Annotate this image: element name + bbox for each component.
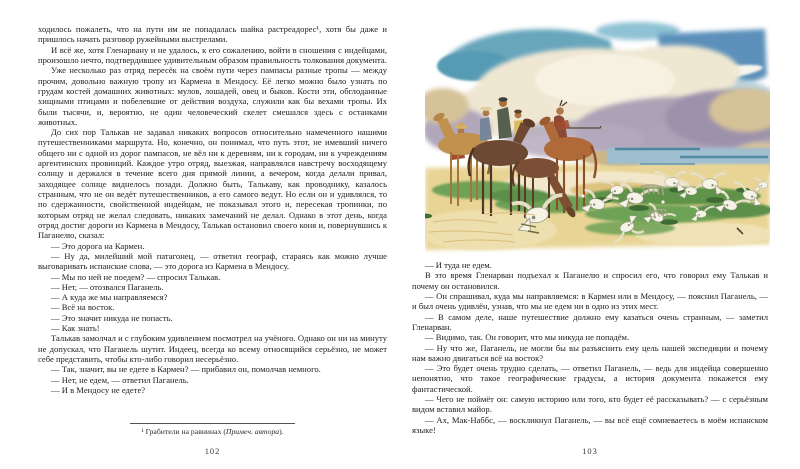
dialogue-line: — Нет, не едем, — ответил Паганель.	[51, 374, 189, 385]
page-right	[412, 0, 768, 469]
dialogue-line: — Это дорога на Кармен.	[51, 240, 145, 251]
dialogue-line: — Он спрашивал, куда мы направляемся: в Кармен или в Мендосу, — пояснил Паганель, — и был очень удивлён, узнав, что мы не едем ни в одно из этих мест.	[412, 290, 768, 312]
footnote-text: ¹ Грабители на равнинах (	[141, 427, 226, 436]
dialogue-line: — В самом деле, наше путешествие должно ему казаться очень странным, — заметил Гленарван.	[412, 311, 768, 332]
paragraph: Уже несколько раз отряд пересёк на своём пути через пампасы разные тропы — между прочим, довольно важную тропу из Кармена в Мендосу. Её легко можно было узнать по грудам костей домашних животных: мулов, лошадей, овец и быков. Кости эти, обглоданные хищными птицами и побелевшие от действия воздуха, служили как бы вехами тропы. Их были тысячи, и, вероятно, не один человеческий скелет смешался здесь с останками животных.	[38, 65, 387, 127]
dialogue-line: — Ну что же, Паганель, не могли бы вы разъяснить ему цель нашей экспедиции и почему нам важно двигаться всё на восток?	[412, 342, 768, 363]
dialogue-line: — Нет, — отозвался Паганель.	[51, 281, 164, 292]
dialogue-line: — Чего не поймёт он: самую историю или того, кто будет её рассказывать? — с серьёзным видом вставил майор.	[412, 394, 768, 415]
footnote-italic: Примеч. автора	[225, 427, 280, 436]
footnote-tail: ).	[279, 427, 284, 436]
dialogue-line: — Ну да, милейший мой патагонец, — ответил географ, стараясь как можно лучше выговаривать испанские слова, — это дорога из Кармена в Мендосу.	[38, 250, 387, 272]
dialogue-line: — Всё на восток.	[51, 302, 115, 313]
dialogue-line: — И туда не едем.	[425, 260, 492, 270]
paragraph: В это время Гленарван подъехал к Паганелю и спросил его, что говорил ему Талькав и почему он остановился.	[412, 270, 768, 291]
dialogue-line: — И в Мендосу не едете?	[51, 384, 146, 395]
page-left	[38, 0, 387, 469]
page-number-left: 102	[204, 447, 221, 456]
dialogue-line: — Это будет очень трудно сделать, — ответил Паганель, — ведь для индейца совершенно непонятно, что такое географические градусы, а история документа покажется ему фантастической.	[412, 363, 768, 394]
paragraph: ходилось пожалеть, что на пути им не попадалась шайка растреадорес¹, хотя бы даже и пришлось начать разговор ружейными выстрелами.	[38, 24, 387, 45]
page-number-right: 103	[582, 447, 598, 456]
right-text-column	[412, 260, 768, 448]
dialogue-line: — А куда же мы направляемся?	[51, 292, 168, 303]
dialogue-line: — Так, значит, вы не едете в Кармен? — прибавил он, помолчав немного.	[51, 364, 321, 375]
footnote-divider	[130, 423, 295, 424]
dialogue-line: — Ах, Мак-Наббс, — воскликнул Паганель, — вы всё ещё сомневаетесь в моём испанском языке!	[412, 414, 768, 435]
paragraph: Талькав замолчал и с глубоким удивлением посмотрел на учёного. Однако он ни на минуту не допускал, что Паганель шутит. Индеец, всегда ко всему относящийся серьёзно, не может себе представить, чтобы кто-либо говорил несерьёзно.	[38, 333, 387, 364]
dialogue-line: — Видимо, так. Он говорит, что мы никуда не попадём.	[425, 332, 630, 343]
pampas-illustration	[425, 18, 770, 255]
paragraph: И всё же, хотя Гленарвану и не удалось, к его сожалению, войти в сношения с индейцами, произошло нечто, подтвердившее удивительным образом правильность толкования документа.	[38, 44, 387, 65]
dialogue-line: — Как знать!	[51, 323, 100, 334]
dialogue-line: — Это значит никуда не попасть.	[51, 312, 173, 323]
horizon-water	[607, 148, 770, 164]
paragraph: До сих пор Талькав не задавал никаких вопросов относительно намеченного нашими путешественниками маршрута. Но, конечно, он понимал, что путь этот, не имевший ничего общего ни с одной из дорог пампасов, не вёл ни к деревням, ни к городам, ни к учреждениям аргентинских провинций. Каждое утро отряд, выезжая, направлялся навстречу восходящему солнцу и держался в течение всего дня прямой линии, а вечером, когда делали привал, заходящее солнце виднелось позади. Должно быть, Талькаву, как проводнику, казалось странным, что не он ведёт путешественников, а его самого ведут. Но если он и удивлялся, то по сдержанности, свойственной индейцам, не показывал этого и, пересекая тропинки, по которым отряд не желал следовать, никаких замечаний не делал. Однако в этот день, когда отряд достиг дороги из Кармена в Мендосу, Талькав остановил своего коня и, повернувшись к Паганелю, сказал:	[38, 127, 387, 241]
footnote	[38, 427, 387, 436]
left-text-column	[38, 24, 387, 420]
dialogue-line: — Мы по ней не поедем? — спросил Талькав.	[51, 271, 221, 282]
